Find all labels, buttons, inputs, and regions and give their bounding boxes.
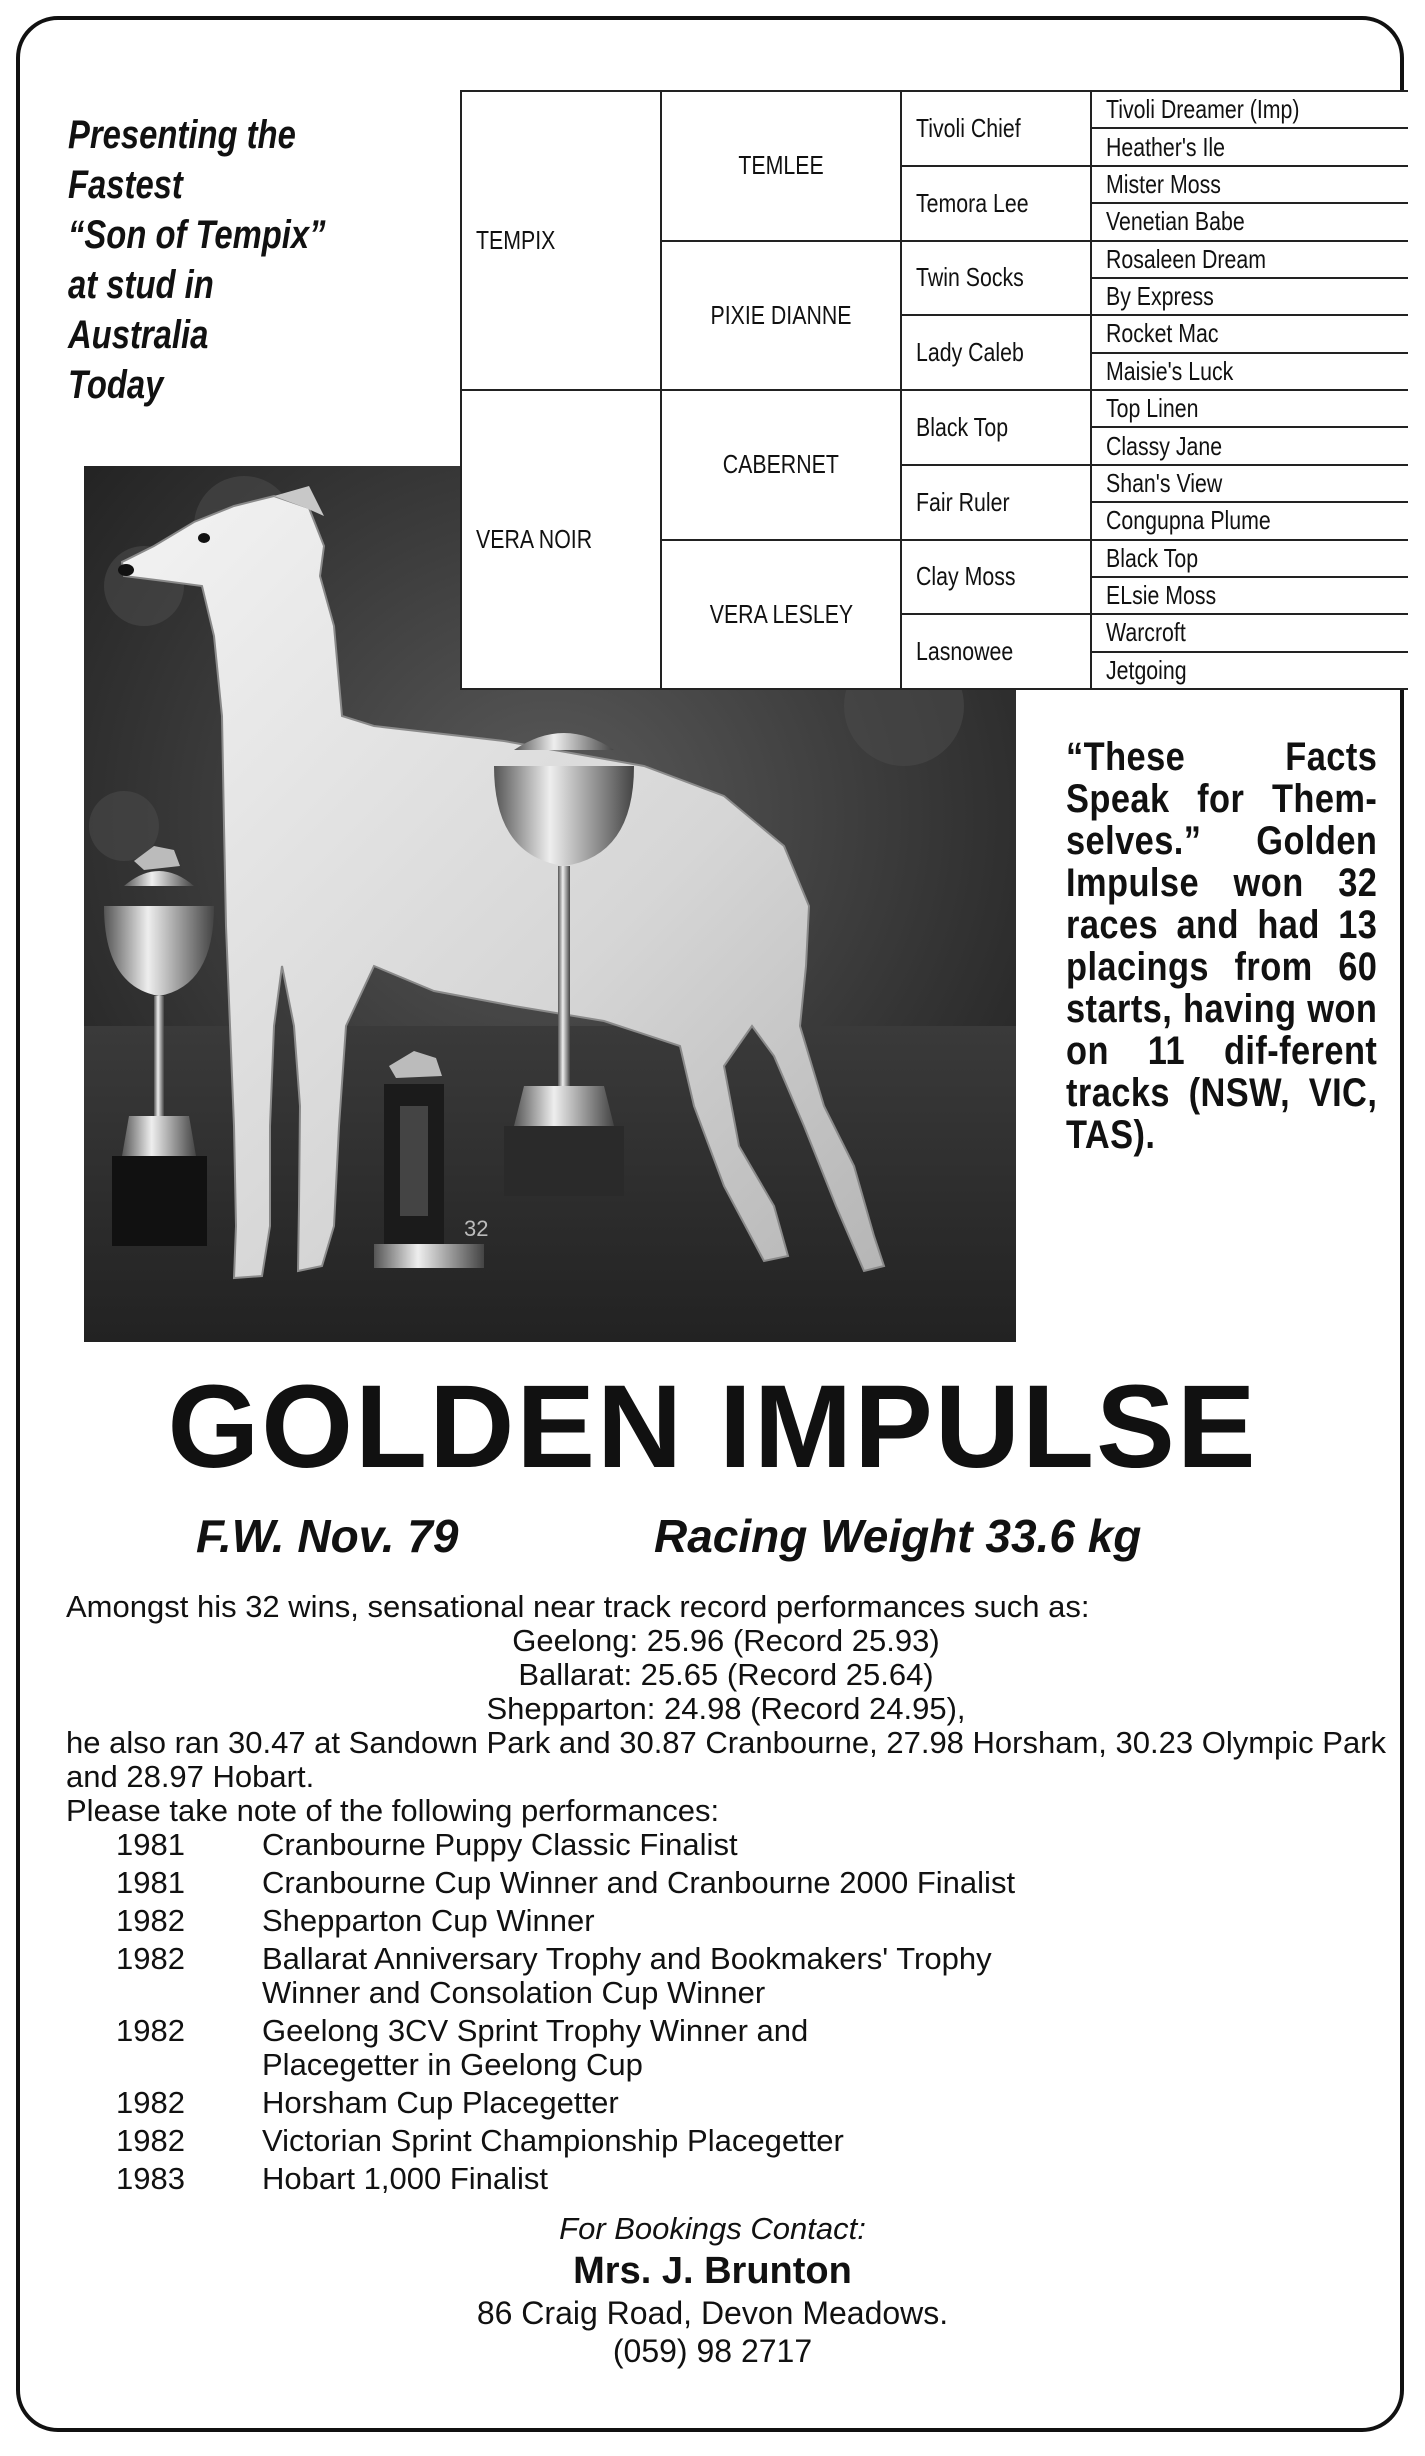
pedigree-g4: Mister Moss (1091, 166, 1408, 203)
pedigree-g4: Rosaleen Dream (1091, 241, 1408, 278)
performances-heading: Please take note of the following performances: (66, 1793, 720, 1828)
pedigree-grandsire: TEMLEE (661, 91, 901, 241)
record-line: Ballarat: 25.65 (Record 25.64) (518, 1657, 934, 1692)
performance-row: 1982 Horsham Cup Placegetter (116, 2085, 619, 2120)
pedigree-grandsire: CABERNET (661, 390, 901, 540)
pedigree-sire: TEMPIX (461, 91, 661, 390)
pedigree-g3: Lasnowee (901, 614, 1091, 689)
intro-line: “Son of Tempix” (68, 213, 326, 257)
contact-phone: (059) 98 2717 (612, 2333, 813, 2369)
performance-row: 1982 Shepparton Cup Winner (116, 1903, 595, 1938)
pedigree-table (460, 90, 1408, 690)
pedigree-g3: Clay Moss (901, 540, 1091, 615)
pedigree-g4: Congupna Plume (1091, 502, 1408, 539)
pedigree-g4: Warcroft (1091, 614, 1408, 651)
first-win-date: F.W. Nov. 79 (196, 1510, 459, 1562)
pedigree-g3: Lady Caleb (901, 315, 1091, 390)
pedigree-dam: VERA NOIR (461, 390, 661, 689)
pedigree-granddam: VERA LESLEY (661, 540, 901, 690)
contact-name: Mrs. J. Brunton (573, 2250, 852, 2292)
intro-heading (68, 110, 347, 410)
pedigree-g4: Venetian Babe (1091, 203, 1408, 240)
pedigree-g3: Fair Ruler (901, 465, 1091, 540)
facts-paragraph: “These Facts Speak for Them-selves.” Golden Impulse won 32 races and had 13 placings from 60 starts, having won on 11 dif-ferent tracks (NSW, VIC, TAS). (1066, 735, 1378, 1157)
intro-line: Today (68, 363, 164, 407)
pedigree-granddam: PIXIE DIANNE (661, 241, 901, 391)
pedigree-g4: Heather's Ile (1091, 128, 1408, 165)
contact-heading: For Bookings Contact: (559, 2211, 866, 2246)
intro-line: Presenting the (68, 113, 296, 157)
pedigree-g4: Tivoli Dreamer (Imp) (1091, 91, 1408, 128)
intro-line: Australia (68, 313, 209, 357)
pedigree-g4: Black Top (1091, 540, 1408, 577)
pedigree-g4: ELsie Moss (1091, 577, 1408, 614)
pedigree-g3: Twin Socks (901, 241, 1091, 316)
pedigree-g3: Tivoli Chief (901, 91, 1091, 166)
pedigree-g4: By Express (1091, 278, 1408, 315)
pedigree-g4: Shan's View (1091, 465, 1408, 502)
summary-intro: Amongst his 32 wins, sensational near track record performances such as: (66, 1589, 1090, 1624)
booking-contact (0, 2210, 1425, 2370)
performance-summary (66, 1590, 1386, 2196)
intro-line: at stud in (68, 263, 214, 307)
pedigree-g4: Jetgoing (1091, 652, 1408, 689)
pedigree-g4: Classy Jane (1091, 427, 1408, 464)
trophy-plate-number: 32 (464, 1216, 489, 1241)
racing-weight: Racing Weight 33.6 kg (654, 1510, 1142, 1562)
record-line: Geelong: 25.96 (Record 25.93) (512, 1623, 940, 1658)
pedigree-g4: Maisie's Luck (1091, 353, 1408, 390)
performance-row: 1982 Victorian Sprint Championship Placegetter (116, 2123, 844, 2158)
performance-row: 1983 Hobart 1,000 Finalist (116, 2161, 549, 2196)
contact-address: 86 Craig Road, Devon Meadows. (476, 2295, 949, 2331)
performance-row: 1982 Geelong 3CV Sprint Trophy Winner and Placegetter in Geelong Cup (116, 2013, 809, 2082)
page-title: GOLDEN IMPULSE (167, 1361, 1258, 1493)
performance-row: 1981 Cranbourne Cup Winner and Cranbourne 2000 Finalist (116, 1865, 1016, 1900)
pedigree-g4: Rocket Mac (1091, 315, 1408, 352)
intro-line: Fastest (68, 163, 183, 207)
performance-row: 1982 Ballarat Anniversary Trophy and Bookmakers' Trophy Winner and Consolation Cup Winner (116, 1941, 992, 2010)
record-line: Shepparton: 24.98 (Record 24.95), (486, 1691, 966, 1726)
other-times: he also ran 30.47 at Sandown Park and 30.87 Cranbourne, 27.98 Horsham, 30.23 Olympic Park and 28.97 Hobart. (66, 1725, 1387, 1794)
pedigree-g3: Black Top (901, 390, 1091, 465)
pedigree-g4: Top Linen (1091, 390, 1408, 427)
pedigree-g3: Temora Lee (901, 166, 1091, 241)
performance-row: 1981 Cranbourne Puppy Classic Finalist (116, 1827, 738, 1862)
